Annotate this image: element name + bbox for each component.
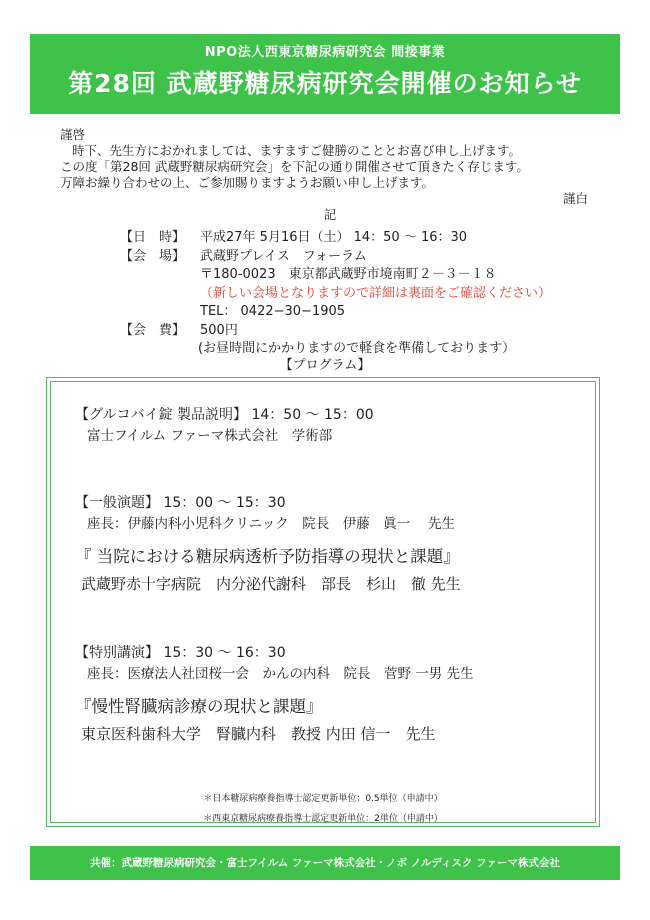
venue-row — [120, 248, 551, 267]
ki-mark: 記 — [323, 207, 337, 222]
section1-heading: 【グルコバイ錠 製品説明】 14：50 ～ 15：00 — [75, 407, 374, 423]
venue-tel-row — [120, 303, 551, 322]
fee-row — [120, 322, 551, 341]
venue-note-row — [120, 285, 551, 304]
program-frame-inner — [50, 381, 596, 823]
venue-label: 【会 場】 — [120, 248, 186, 264]
banner-title: 第28回 武蔵野糖尿病研究会開催のお知らせ — [68, 69, 582, 98]
date-row — [120, 229, 551, 248]
letter-line-2: この度「第28回 武蔵野糖尿病研究会」を下記の通り開催させて頂きたく存じます。 — [60, 159, 529, 174]
program-frame — [46, 377, 600, 827]
section3-heading: 【特別講演】 15：30 ～ 16：30 — [75, 645, 286, 661]
fee-note: (お昼時間にかかりますので軽食を準備しております） — [198, 341, 516, 356]
salutation: 謹啓 — [60, 127, 86, 142]
cosponsor-banner: 共催：武蔵野糖尿病研究会・富士フイルム ファーマ株式会社・ノボ ノルディスク ファーマ株式会社 — [30, 846, 620, 880]
letter-line-1: 時下、先生方におかれましては、ますますご健勝のこととお喜び申し上げます。 — [72, 143, 522, 158]
banner-subtitle: NPO法人西東京糖尿病研究会 間接事業 — [204, 45, 446, 60]
event-details — [120, 229, 551, 359]
fee-value: 500円 — [200, 322, 238, 338]
venue-address: 〒180-0023 東京都武蔵野市境南町２－３－１８ — [200, 267, 497, 282]
title-banner — [30, 34, 620, 114]
venue-note: （新しい会場となりますので詳細は裏面をご確認ください） — [200, 285, 552, 301]
program-heading: 【プログラム】 — [279, 358, 371, 373]
section2-chair: 座長：伊藤内科小児科クリニック 院長 伊藤 眞一 先生 — [87, 516, 455, 532]
section2-speaker: 武蔵野赤十字病院 内分泌代謝科 部長 杉山 徹 先生 — [81, 575, 461, 593]
invitation-letter — [60, 127, 600, 223]
section-special-lecture — [75, 642, 474, 744]
footnote-west-tokyo: ＊西東京糖尿病療養指導士認定更新単位：2単位（申請中） — [203, 814, 443, 824]
section3-speaker: 東京医科歯科大学 腎臓内科 教授 内田 信一 先生 — [81, 725, 436, 743]
venue-tel: TEL： 0422−30−1905 — [200, 304, 346, 319]
section-product-talk — [75, 404, 374, 444]
section1-speaker: 富士フイルム ファーマ株式会社 学術部 — [87, 428, 333, 444]
date-value: 平成27年 5月16日（土） 14：50 ～ 16：30 — [200, 230, 468, 245]
section-general-lecture — [75, 492, 461, 594]
venue-name: 武蔵野プレイス フォーラム — [200, 248, 367, 264]
footnote-jade: ＊日本糖尿病療養指導士認定更新単位：0.5単位（申請中） — [203, 794, 443, 804]
closing: 謹白 — [562, 191, 588, 206]
date-label: 【日 時】 — [120, 230, 186, 245]
fee-label: 【会 費】 — [120, 322, 186, 338]
venue-address-row — [120, 266, 551, 285]
section3-title: 『慢性腎臓病診療の現状と課題』 — [75, 697, 323, 716]
section2-title: 『 当院における糖尿病透析予防指導の現状と課題』 — [75, 547, 460, 566]
section2-heading: 【一般演題】 15：00 ～ 15：30 — [75, 495, 286, 511]
section3-chair: 座長：医療法人社団桜一会 かんの内科 院長 菅野 一男 先生 — [87, 666, 474, 682]
letter-line-3: 万障お繰り合わせの上、ご参加賜りますようお願い申し上げます。 — [60, 175, 435, 190]
